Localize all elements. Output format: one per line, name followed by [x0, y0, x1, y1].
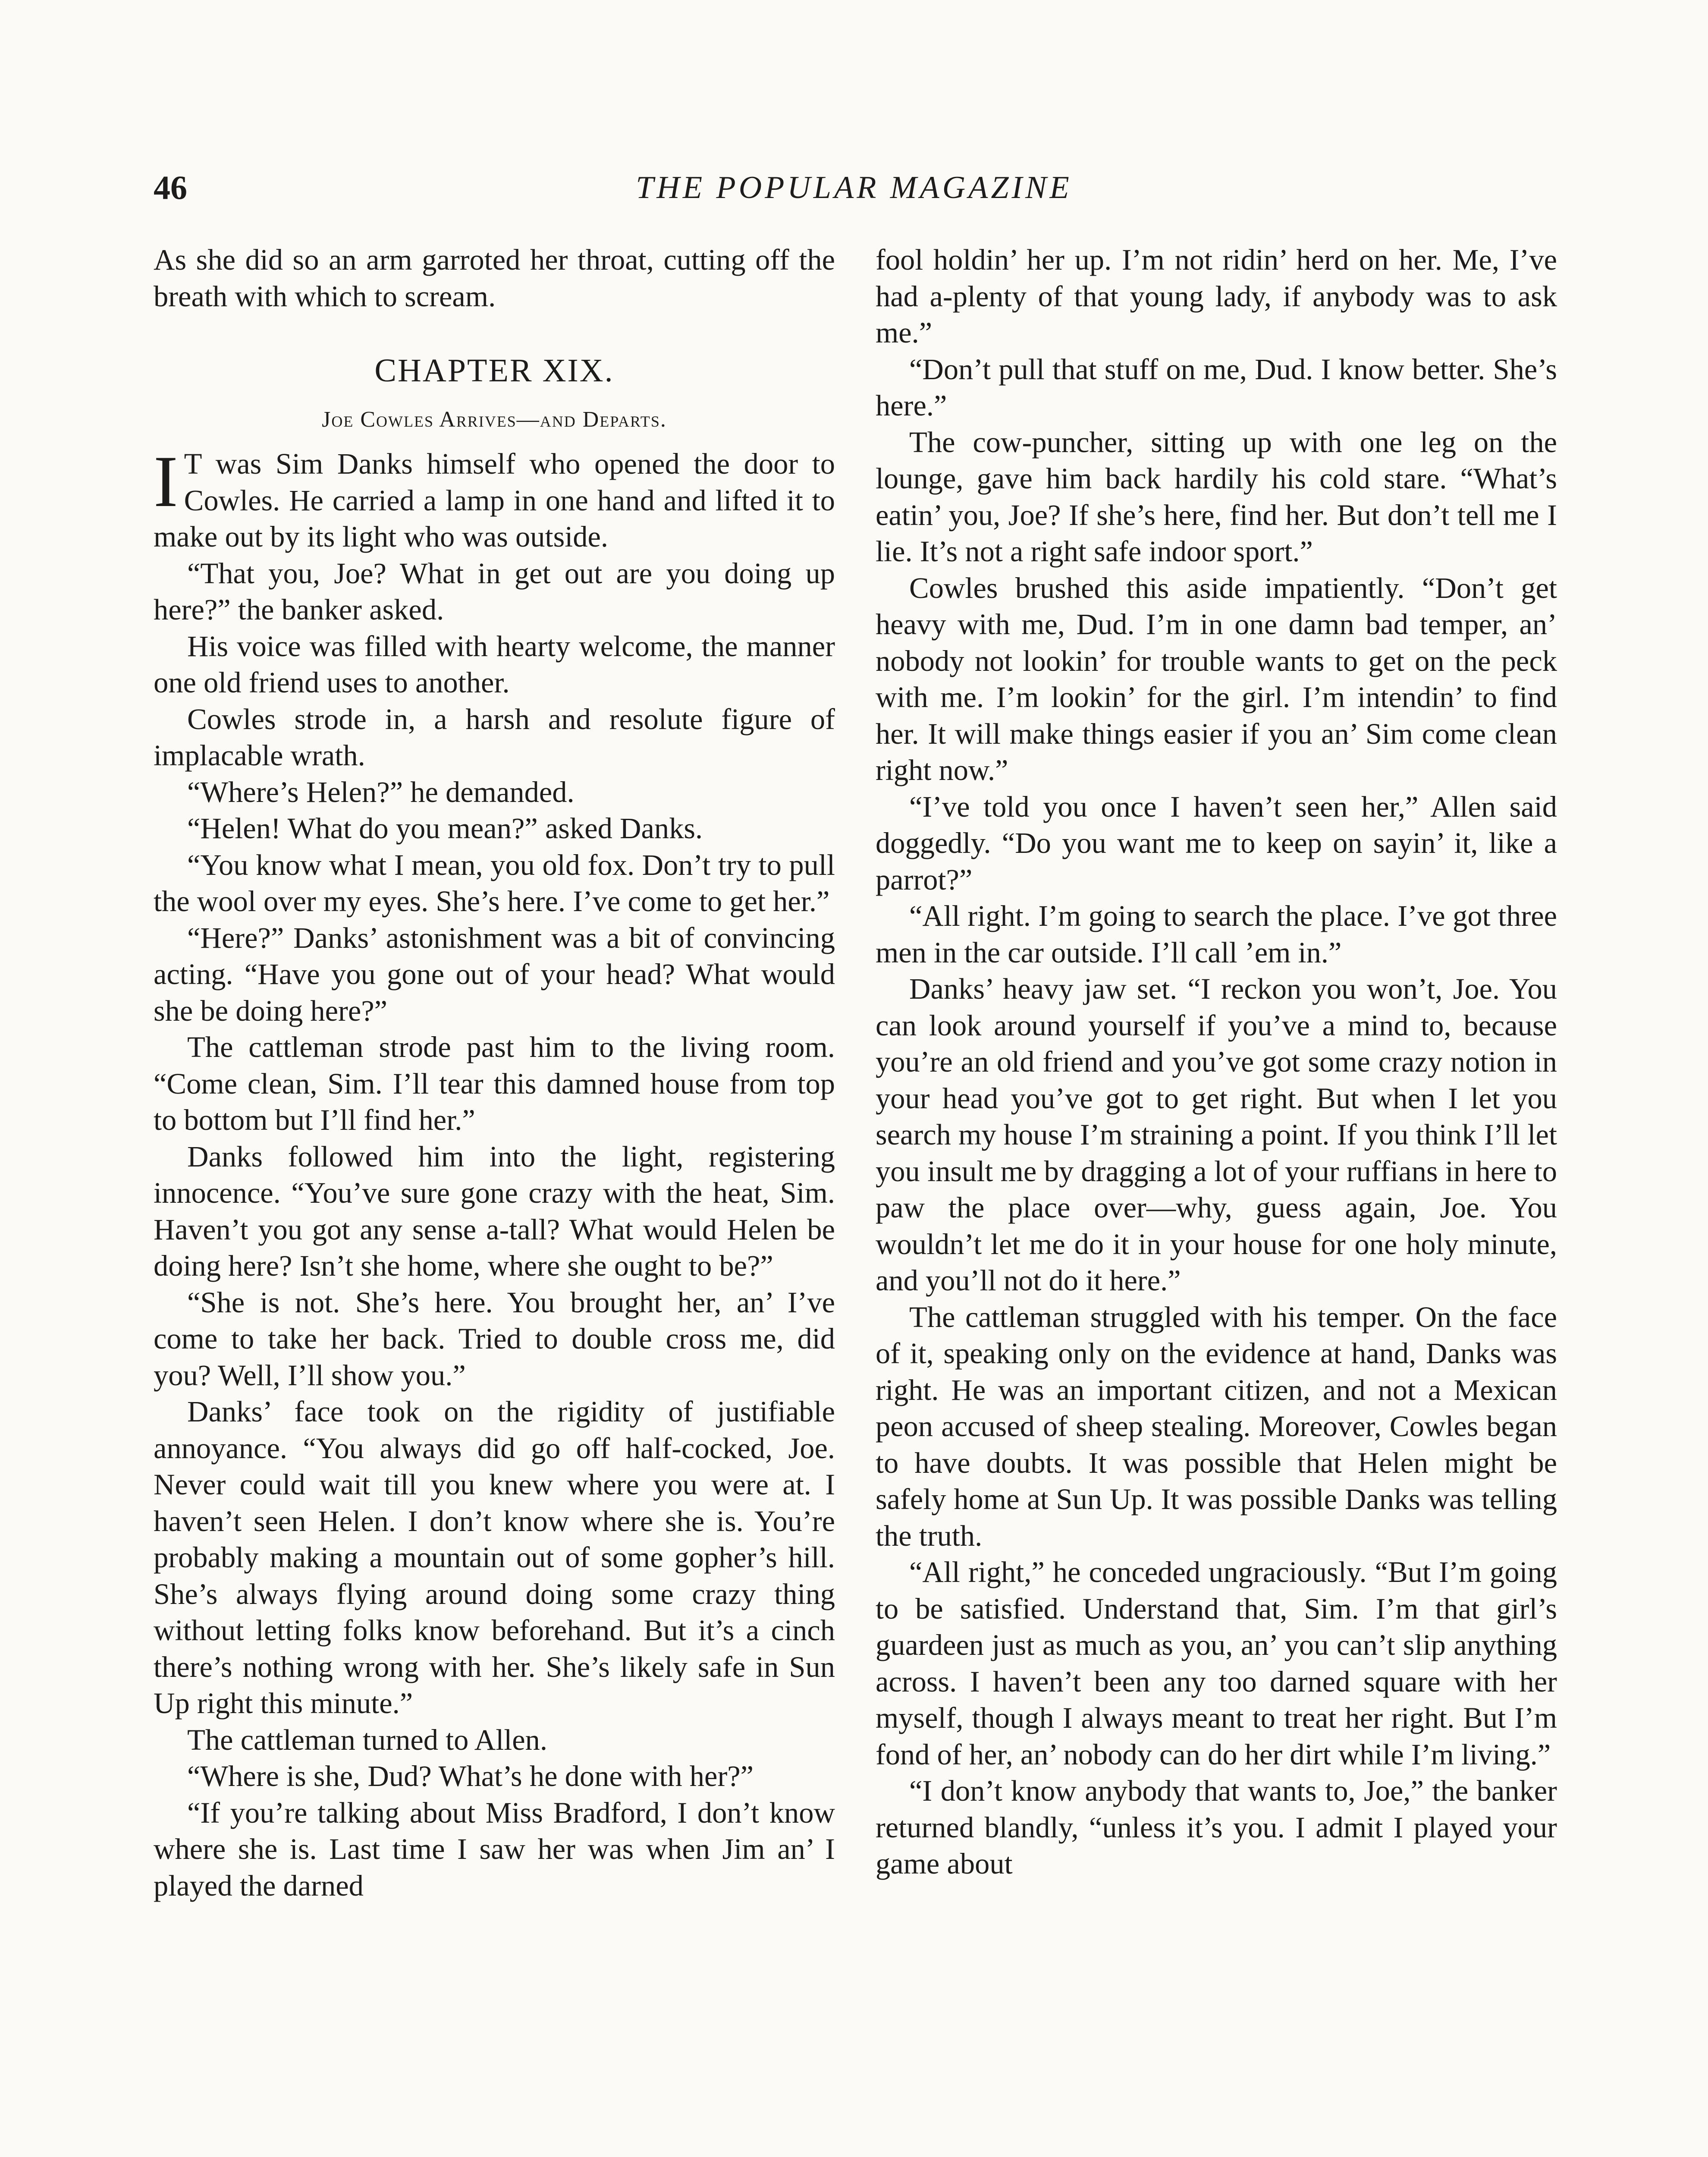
paragraph: The cattleman turned to Allen.	[187, 1723, 548, 1756]
paragraph: “I don’t know anybody that wants to, Joe,” the banker returned blandly, “unless it’s you. I admit I played your game about	[876, 1774, 1557, 1880]
paragraph: “I’ve told you once I haven’t seen her,” Allen said doggedly. “Do you want me to keep on sayin’ it, like a parrot?”	[876, 790, 1557, 896]
paragraph: “She is not. She’s here. You brought her, an’ I’ve come to take her back. Tried to double cross me, did you? Well, I’ll show you.”	[154, 1286, 835, 1392]
paragraph: His voice was filled with hearty welcome, the manner one old friend uses to another.	[154, 629, 835, 699]
paragraph: The cattleman strode past him to the living room. “Come clean, Sim. I’ll tear this damned house from top to bottom but I’ll find her.”	[154, 1031, 835, 1136]
page-header	[154, 164, 1554, 211]
paragraph: “All right. I’m going to search the place. I’ve got three men in the car outside. I’ll call ’em in.”	[876, 899, 1557, 969]
paragraph: Danks’ heavy jaw set. “I reckon you won’t, Joe. You can look around yourself if you’ve a mind to, because you’re an old friend and you’ve got some crazy notion in your head you’ve got to get right. But when I let you search my house I’m straining a point. If you think I’ll let you insult me by dragging a lot of your ruffians in here to paw the place over—why, guess again, Joe. You wouldn’t let me do it in your house for one holy minute, and you’ll not do it here.”	[876, 972, 1557, 1297]
paragraph: “Where is she, Dud? What’s he done with her?”	[187, 1760, 754, 1792]
paragraph: “Helen! What do you mean?” asked Danks.	[187, 812, 703, 845]
paragraph-text: T was Sim Danks himself who opened the door to Cowles. He carried a lamp in one hand and lifted it to make out by its light who was outside.	[154, 447, 835, 553]
paragraph: “Here?” Danks’ astonishment was a bit of convincing acting. “Have you gone out of your head? What would she be doing here?”	[154, 921, 835, 1027]
chapter-subtitle: Joe Cowles Arrives—and Departs.	[322, 407, 667, 432]
chapter-title: CHAPTER XIX.	[374, 352, 614, 389]
paragraph: As she did so an arm garroted her throat, cutting off the breath with which to scream.	[154, 243, 835, 313]
paragraph: Cowles strode in, a harsh and resolute figure of implacable wrath.	[154, 702, 835, 772]
paragraph: The cattleman struggled with his temper. On the face of it, speaking only on the evidence at hand, Danks was right. He was an important citizen, and not a Mexican peon accused of sheep stealing. Moreover, Cowles began to have doubts. It was possible that Helen might be safely home at Sun Up. It was possible Danks was telling the truth.	[876, 1300, 1557, 1552]
drop-cap: I	[154, 441, 178, 522]
paragraph: “Don’t pull that stuff on me, Dud. I know better. She’s here.”	[876, 352, 1557, 422]
paragraph: Cowles brushed this aside impatiently. “Don’t get heavy with me, Dud. I’m in one damn bad temper, an’ nobody not lookin’ for trouble wants to get on the peck with me. I’m lookin’ for the girl. I’m intendin’ to find her. It will make things easier if you an’ Sim come clean right now.”	[876, 571, 1557, 786]
paragraph: “That you, Joe? What in get out are you doing up here?” the banker asked.	[154, 557, 835, 626]
paragraph: Danks’ face took on the rigidity of justifiable annoyance. “You always did go off half-cocked, Joe. Never could wait till you knew where you were at. I haven’t seen Helen. I don’t know where she is. You’re probably making a mountain out of some gopher’s hill. She’s always flying around doing some crazy thing without letting folks know beforehand. But it’s a cinch there’s nothing wrong with her. She’s likely safe in Sun Up right this minute.”	[154, 1395, 835, 1720]
right-column	[876, 242, 1557, 2157]
paragraph: “Where’s Helen?” he demanded.	[187, 775, 575, 808]
chapter-opening-paragraph	[154, 441, 835, 555]
paragraph: The cow-puncher, sitting up with one leg on the lounge, gave him back hardily his cold stare. “What’s eatin’ you, Joe? If she’s here, find her. But don’t tell me I lie. It’s not a right safe indoor sport.”	[876, 425, 1557, 568]
paragraph: fool holdin’ her up. I’m not ridin’ herd on her. Me, I’ve had a-plenty of that young lady, if anybody was to ask me.”	[876, 243, 1557, 349]
paragraph: “If you’re talking about Miss Bradford, I don’t know where she is. Last time I saw her was when Jim an’ I played the darned	[154, 1796, 835, 1902]
page-number: 46	[154, 169, 187, 206]
paragraph: Danks followed him into the light, registering innocence. “You’ve sure gone crazy with the heat, Sim. Haven’t you got any sense a-tall? What would Helen be doing here? Isn’t she home, where she ought to be?”	[154, 1140, 835, 1282]
paragraph: “All right,” he conceded ungraciously. “But I’m going to be satisfied. Understand that, Sim. I’m that girl’s guardeen just as much as you, an’ you can’t slip anything across. I haven’t been any too darned square with her myself, though I always meant to treat her right. But I’m fond of her, an’ nobody can do her dirt while I’m living.”	[876, 1556, 1557, 1771]
paragraph: “You know what I mean, you old fox. Don’t try to pull the wool over my eyes. She’s here. I’ve come to get her.”	[154, 848, 835, 918]
running-head: THE POPULAR MAGAZINE	[636, 170, 1072, 205]
left-column	[154, 242, 835, 2157]
